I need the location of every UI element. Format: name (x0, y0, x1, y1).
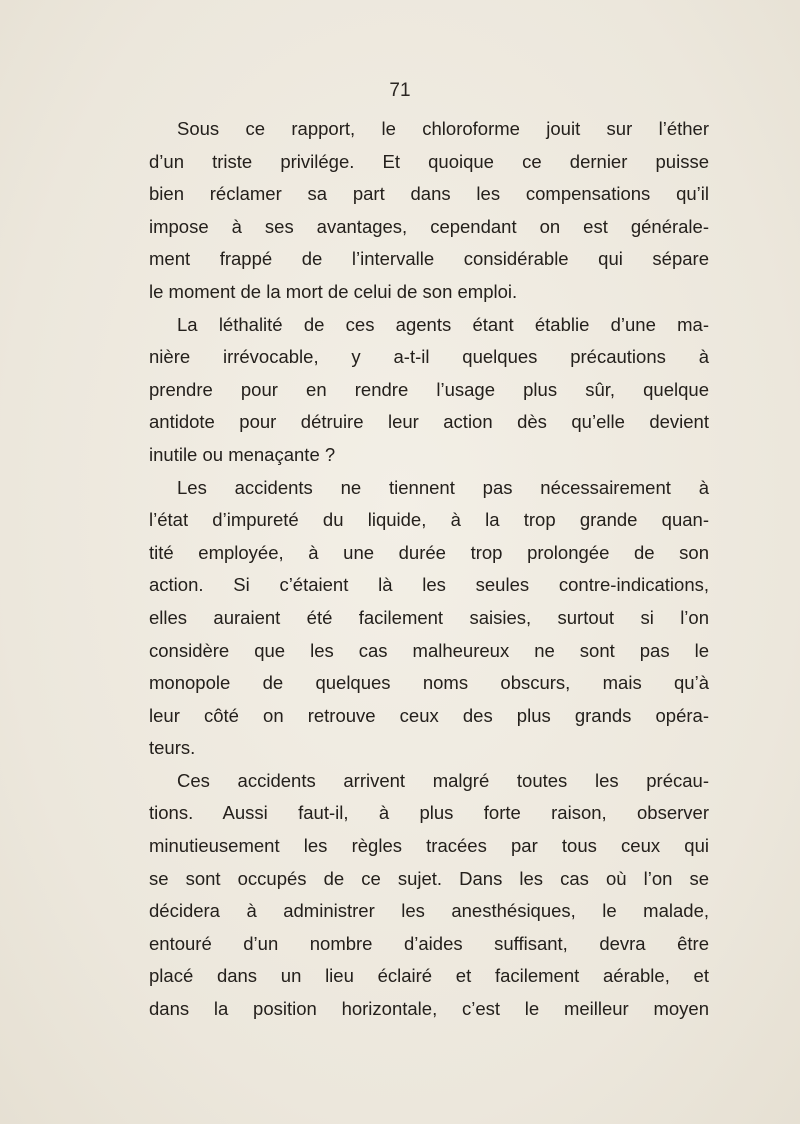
text-line: action. Si c’étaient là les seules contre-indications, (149, 574, 709, 596)
text-line: antidote pour détruire leur action dès qu’elle devient (149, 411, 709, 433)
text-line: teurs. (149, 737, 196, 759)
text-line: elles auraient été facilement saisies, surtout si l’on (149, 606, 709, 628)
text-line: tions. Aussi faut-il, à plus forte raison, observer (149, 802, 709, 824)
text-line: prendre pour en rendre l’usage plus sûr, quelque (149, 378, 709, 400)
text-line: minutieusement les règles tracées par tous ceux qui (149, 835, 709, 857)
text-line: Ces accidents arrivent malgré toutes les précau- (177, 769, 709, 791)
text-line: le moment de la mort de celui de son emploi. (149, 280, 518, 302)
text-line: inutile ou menaçante ? (149, 443, 336, 465)
text-line: monopole de quelques noms obscurs, mais qu’à (149, 672, 709, 694)
text-line: leur côté on retrouve ceux des plus grands opéra- (149, 704, 709, 726)
text-line: tité employée, à une durée trop prolongée de son (149, 541, 709, 563)
paragraph-3 (149, 472, 709, 765)
text-line: Sous ce rapport, le chloroforme jouit sur l’éther (177, 118, 709, 139)
text-line: placé dans un lieu éclairé et facilement aérable, et (149, 965, 709, 987)
text-line: entouré d’un nombre d’aides suffisant, devra être (149, 932, 709, 954)
text-line: d’un triste privilége. Et quoique ce dernier puisse (149, 150, 709, 172)
page-number: 71 (389, 80, 411, 101)
text-line: l’état d’impureté du liquide, à la trop grande quan- (149, 509, 709, 531)
text-line: ment frappé de l’intervalle considérable qui sépare (149, 248, 709, 270)
text-line: La léthalité de ces agents étant établie d’une ma- (177, 313, 709, 335)
text-line: bien réclamer sa part dans les compensations qu’il (149, 183, 709, 205)
text-line: considère que les cas malheureux ne sont pas le (149, 639, 709, 661)
paragraph-2 (149, 309, 709, 472)
text-line: Les accidents ne tiennent pas nécessairement à (177, 476, 709, 498)
text-line: décidera à administrer les anesthésiques, le malade, (149, 900, 709, 922)
body-text (149, 113, 709, 1026)
text-line: dans la position horizontale, c’est le meilleur moyen (149, 998, 709, 1020)
paragraph-1 (149, 113, 709, 309)
text-line: nière irrévocable, y a-t-il quelques précautions à (149, 346, 709, 368)
text-line: impose à ses avantages, cependant on est générale- (149, 215, 709, 237)
text-line: se sont occupés de ce sujet. Dans les cas où l’on se (149, 867, 709, 889)
paragraph-4 (149, 765, 709, 1026)
